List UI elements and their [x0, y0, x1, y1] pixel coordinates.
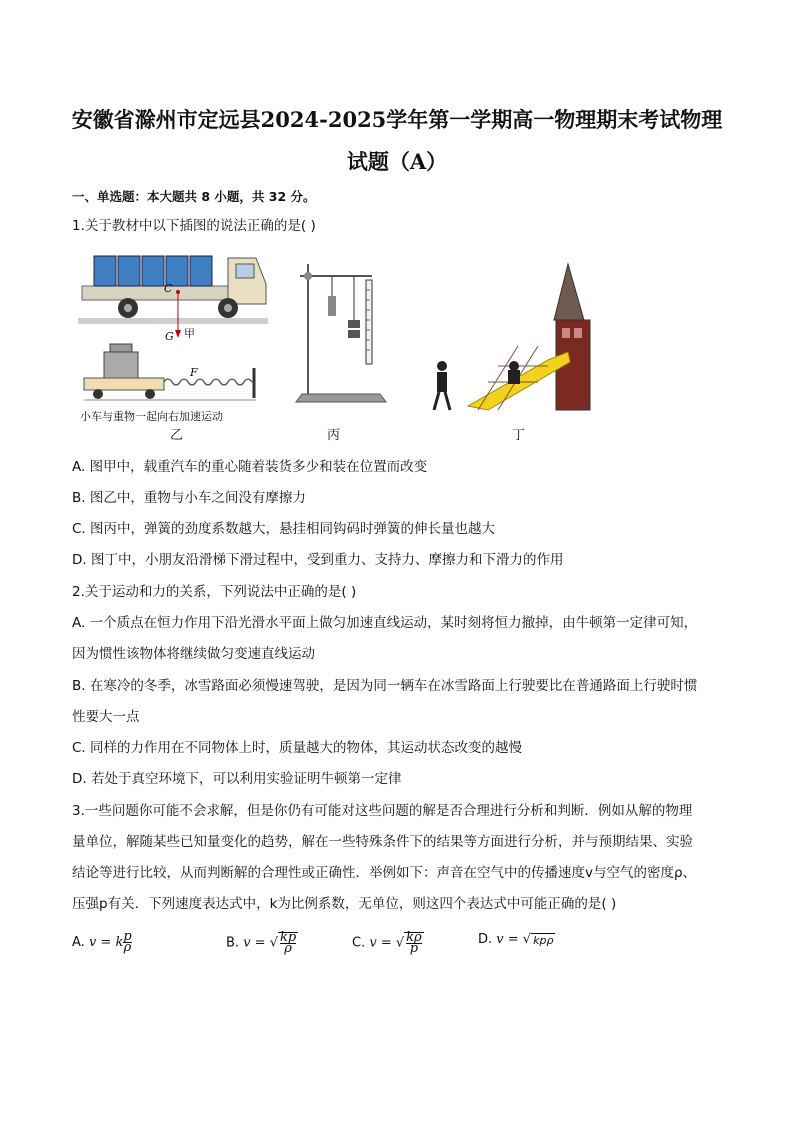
caption-yi: 乙 [170, 428, 184, 443]
q2-line-3: B. 在寒冷的冬季，冰雪路面必须慢速驾驶，是因为同一辆车在冰雪路面上行驶要比在普通路面上行驶时惯 [72, 678, 698, 694]
q2-stem: 2.关于运动和力的关系，下列说法中正确的是( ) [72, 584, 357, 600]
q3-line-3: 结论等进行比较，从而判断解的合理性或正确性．举例如下：声音在空气中的传播速度v与空气的密度ρ、 [72, 865, 697, 881]
exam-title-line2: 试题（A） [346, 149, 448, 174]
q2-line-5: C. 同样的力作用在不同物体上时，质量越大的物体，其运动状态改变的越慢 [72, 740, 523, 756]
q3-line-4: 压强p有关．下列速度表达式中，k为比例系数，无单位，则这四个表达式中可能正确的是( ) [72, 896, 617, 912]
q2-line-2: 因为惯性该物体将继续做匀变速直线运动 [72, 646, 315, 662]
q1-option-c: C. 图丙中，弹簧的劲度系数越大，悬挂相同钩码时弹簧的伸长量也越大 [72, 521, 496, 537]
section-heading: 一、单选题：本大题共 8 小题，共 32 分。 [72, 189, 316, 204]
q3-line-2: 量单位，解随某些已知量变化的趋势，解在一些特殊条件下的结果等方面进行分析，并与预期结果、实验 [72, 834, 693, 850]
exam-title-line1: 安徽省滁州市定远县2024-2025学年第一学期高一物理期末考试物理 [71, 107, 723, 132]
q2-line-4: 性要大一点 [72, 709, 140, 725]
q3-option-c: C. v = √ $\frac{k\rho}{p}$ [352, 930, 422, 956]
figure-spring-stand [292, 256, 390, 408]
q3-option-b: B. v = √ $\frac{kp}{\rho}$ [226, 930, 297, 956]
label-g: G [165, 330, 174, 343]
q1-option-d: D. 图丁中，小朋友沿滑梯下滑过程中，受到重力、支持力、摩擦力和下滑力的作用 [72, 552, 564, 568]
label-jia: 甲 [184, 327, 195, 340]
ground [78, 318, 268, 324]
q2-line-1: A. 一个质点在恒力作用下沿光滑水平面上做匀加速直线运动，某时刻将恒力撤掉，由牛顿第一定律可知， [72, 615, 698, 631]
caption-yi-text: 小车与重物一起向右加速运动 [80, 410, 223, 423]
figure-truck [78, 248, 270, 348]
child-on-slide-icon [509, 361, 519, 371]
q1-stem: 1.关于教材中以下插图的说法正确的是( ) [72, 218, 316, 234]
q1-option-b: B. 图乙中，重物与小车之间没有摩擦力 [72, 490, 306, 506]
child-walking-icon [434, 361, 450, 410]
q3-option-d: D. v = √ kpρ [478, 932, 554, 947]
q3-option-a: A. v = k $\frac{p}{\rho}$ [72, 929, 132, 955]
label-c: C [164, 282, 173, 295]
q1-option-a: A. 图甲中，载重汽车的重心随着装货多少和装在位置而改变 [72, 459, 428, 475]
figure-slide [428, 262, 598, 414]
q3-line-1: 3.一些问题你可能不会求解，但是你仍有可能对这些问题的解是否合理进行分析和判断．例如从解的物理 [72, 803, 693, 819]
q2-line-6: D. 若处于真空环境下，可以利用实验证明牛顿第一定律 [72, 771, 402, 787]
caption-ding: 丁 [512, 428, 526, 443]
caption-bing: 丙 [327, 428, 341, 443]
barrels-icon [94, 256, 212, 286]
figure-cart-spring [80, 340, 260, 405]
label-f: F [190, 366, 198, 379]
